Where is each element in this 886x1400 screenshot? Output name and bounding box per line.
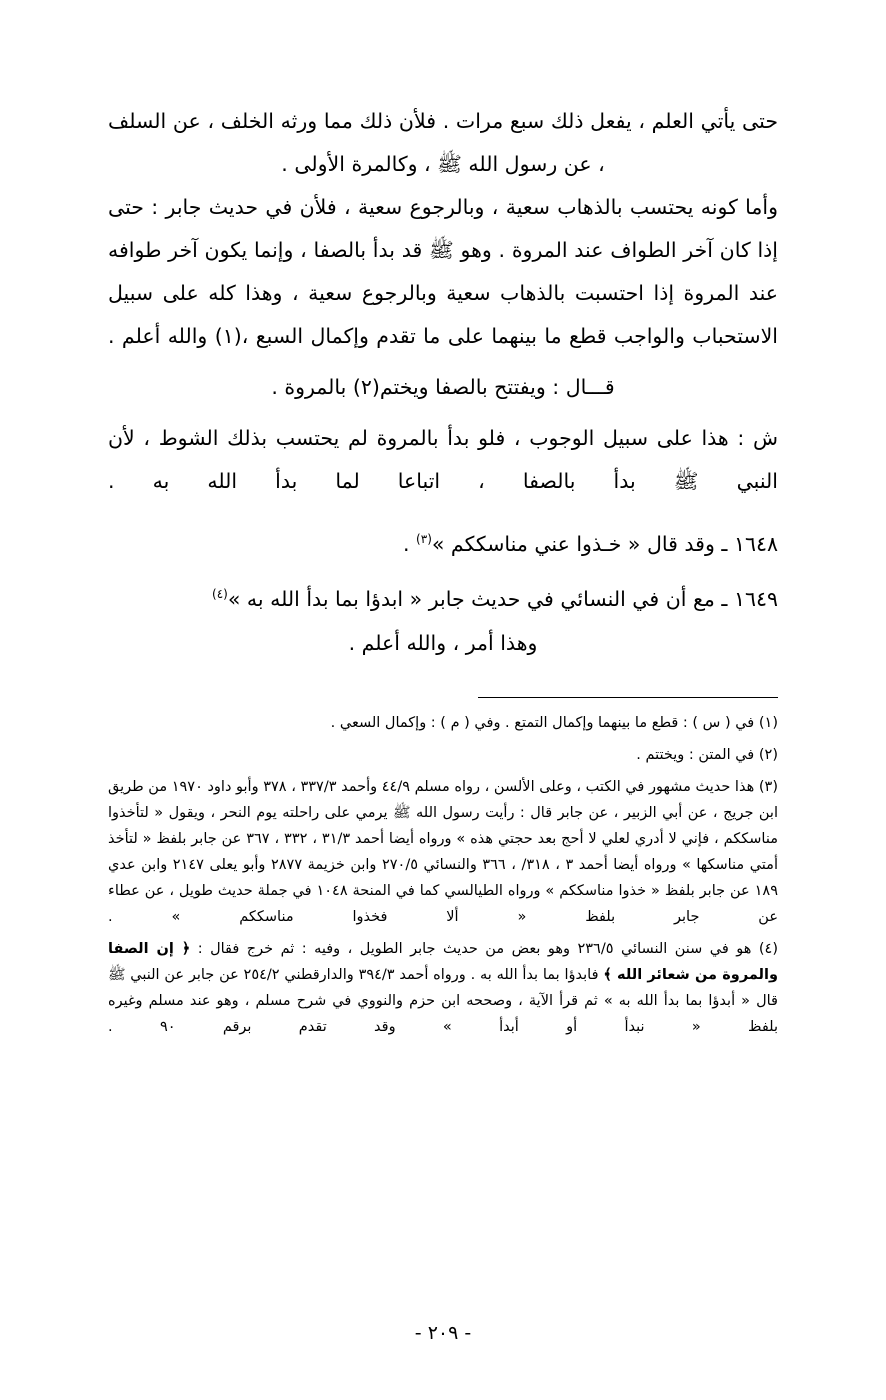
qala-line: [108, 366, 778, 409]
paragraph-2: [108, 186, 778, 358]
hadith-number: ١٦٤٩: [733, 586, 778, 611]
paragraph-2-text: وأما كونه يحتسب بالذهاب سعية ، وبالرجوع سعية ، فلأن في حديث جابر : حتى إذا كان آخر الطواف عند المروة . وهو ﷺ قد بدأ بالصفا ، وإنما يكون آخر طوافه عند المروة إذا احتسبت بالذهاب سعية وبالرجوع سعية ، وهذا كله على سبيل الاستحباب والواجب قطع ما بينهما على ما تقدم وإكمال السبع ،(١) والله أعلم .: [108, 195, 778, 348]
paragraph-1: [108, 100, 778, 186]
footnote-marker: (١): [758, 714, 778, 731]
footnote-text: هذا حديث مشهور في الكتب ، وعلى الألسن ، رواه مسلم ٤٤/٩ وأحمد ٣٣٧/٣ ، ٣٧٨ وأبو داود ١٩٧٠ من طريق ابن جريج ، عن أبي الزبير ، عن جابر قال : رأيت رسول الله ﷺ يرمي على راحلته يوم النحر ، ويقول « لتأخذوا مناسككم ، فإني لا أدري لعلي لا أحج بعد حجتي هذه » ورواه أيضا أحمد ٣١/٣ ، ٣٣٢ ، ٣٦٧ عن جابر بلفظ « لتأخذ أمتي مناسكها » ورواه أيضا أحمد ٣ ، ٣١٨/ ، ٣٦٦ والنسائي ٢٧٠/٥ وابن خزيمة ٢٨٧٧ وأبو يعلى ٢١٤٧ وابن عدي ١٨٩ عن جابر بلفظ « خذوا مناسككم » ورواه الطيالسي كما في المنحة ١٠٤٨ في جملة حديث طويل ، عن عطاء عن جابر بلفظ « ألا فخذوا مناسككم » .: [108, 778, 779, 925]
footnote-text-pre: هو في سنن النسائي ٢٣٦/٥ وهو بعض من حديث جابر الطويل ، وفيه : ثم خرج فقال :: [197, 940, 752, 957]
main-body: [108, 100, 778, 358]
footnote-1: [108, 710, 778, 736]
numbered-item-1649: [108, 572, 778, 665]
footnote-marker: (٢): [758, 746, 778, 763]
footnote-ref: (٤): [212, 586, 228, 601]
footnotes-section: [108, 710, 778, 1040]
dash: ـ: [721, 531, 728, 556]
footnote-text: في ( س ) : قطع ما بينهما وإكمال التمتع . وفي ( م ) : وإكمال السعي .: [330, 714, 755, 731]
footnote-text-post: فابدؤا بما بدأ الله به . ورواه أحمد ٣٩٤/٣ والدارقطني ٢٥٤/٢ عن جابر عن النبي ﷺ قال « أبدؤا بما بدأ الله به » ثم قرأ الآية ، وصححه ابن حزم والنووي في شرح مسلم ، وهو عند مسلم وغيره بلفظ « نبدأ أو أبدأ » وقد تقدم برقم ٩٠ .: [108, 966, 778, 1035]
hadith-number: ١٦٤٨: [733, 531, 778, 556]
footnote-3: [108, 774, 778, 930]
footnote-4: [108, 936, 778, 1040]
footnote-text: في المتن : ويختتم .: [636, 746, 755, 763]
numbered-item-1648: [108, 517, 778, 566]
footnote-ref: (٣): [416, 532, 432, 546]
footnote-2: [108, 742, 778, 768]
qala-line-text: قـــال : ويفتتح بالصفا ويختم(٢) بالمروة .: [271, 375, 615, 399]
hadith-tail: وهذا أمر ، والله أعلم .: [348, 630, 538, 655]
hadith-text: مع أن في النسائي في حديث جابر « ابدؤا بما بدأ الله به »: [227, 586, 715, 611]
paragraph-1-text: حتى يأتي العلم ، يفعل ذلك سبع مرات . فلأن ذلك مما ورثه الخلف ، عن السلف ، عن رسول الله ﷺ ، وكالمرة الأولى .: [108, 109, 778, 176]
sheen-paragraph-text: ش : هذا على سبيل الوجوب ، فلو بدأ بالمروة لم يحتسب بذلك الشوط ، لأن النبي ﷺ بدأ بالصفا ، اتباعا لما بدأ الله به .: [108, 426, 778, 493]
dash: ـ: [721, 586, 728, 611]
quran-verse: ﴿ إن الصفا والمروة من شعائر الله ﴾: [108, 940, 778, 983]
footnote-marker: (٤): [758, 940, 779, 957]
page-number: - ٢٠٩ -: [414, 1322, 472, 1344]
hadith-tail: .: [402, 531, 410, 556]
footnote-separator: [108, 665, 778, 698]
sheen-paragraph: [108, 417, 778, 503]
footnote-marker: (٣): [758, 778, 778, 795]
hadith-text: وقد قال « خـذوا عني مناسككم »: [431, 531, 715, 556]
